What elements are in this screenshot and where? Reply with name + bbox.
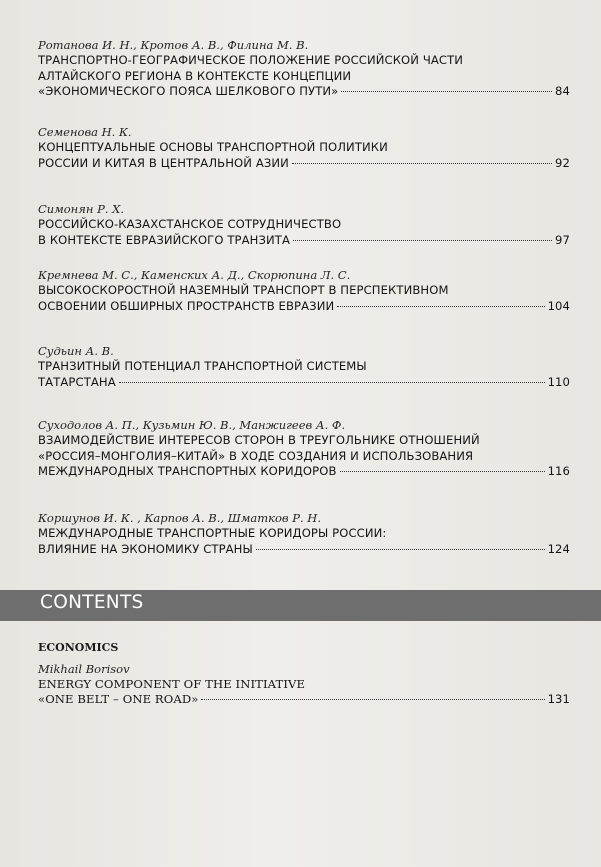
contents-band xyxy=(0,590,601,621)
entry-title xyxy=(38,140,570,171)
toc-entry xyxy=(38,662,570,707)
page-number: 110 xyxy=(547,374,570,389)
dot-leader xyxy=(201,699,544,700)
entry-title-line: ТАТАРСТАНА xyxy=(38,374,116,389)
entry-title-line: ВЛИЯНИЕ НА ЭКОНОМИКУ СТРАНЫ xyxy=(38,541,253,556)
toc-entry xyxy=(38,418,570,480)
entry-title-line: АЛТАЙСКОГО РЕГИОНА В КОНТЕКСТЕ КОНЦЕПЦИИ xyxy=(38,68,352,83)
entry-title-line: ENERGY COMPONENT OF THE INITIATIVE xyxy=(38,677,306,691)
entry-title-line: «ONE BELT – ONE ROAD» xyxy=(38,692,199,706)
entry-title-line: ТРАНЗИТНЫЙ ПОТЕНЦИАЛ ТРАНСПОРТНОЙ СИСТЕМЫ xyxy=(38,359,367,373)
dot-leader xyxy=(341,91,552,92)
entry-authors: Коршунов И. К. , Карпов А. В., Шматков Р. Н. xyxy=(38,511,321,525)
entry-title xyxy=(38,217,570,248)
entry-title-line: ВЫСОКОСКОРОСТНОЙ НАЗЕМНЫЙ ТРАНСПОРТ В ПЕРСПЕКТИВНОМ xyxy=(38,283,449,297)
entry-title-last-line xyxy=(38,299,570,315)
entry-title-last-line xyxy=(38,542,570,558)
entry-title xyxy=(38,526,570,557)
entry-title-last-line xyxy=(38,692,570,707)
entry-title xyxy=(38,359,570,390)
entry-title-line: МЕЖДУНАРОДНЫЕ ТРАНСПОРТНЫЕ КОРИДОРЫ РОССИИ: xyxy=(38,526,387,540)
entry-authors: Кремнева М. С., Каменских А. Д., Скорюпина Л. С. xyxy=(38,268,351,282)
entry-authors: Ротанова И. Н., Кротов А. В., Филина М. В. xyxy=(38,38,309,52)
page-number: 124 xyxy=(547,541,570,556)
page-number: 131 xyxy=(547,692,570,706)
entry-authors: Симонян Р. Х. xyxy=(38,202,124,216)
page-number: 97 xyxy=(555,232,570,247)
entry-title-last-line xyxy=(38,375,570,391)
page-number: 92 xyxy=(555,155,570,170)
dot-leader xyxy=(293,240,552,241)
entry-authors: Суходолов А. П., Кузьмин Ю. В., Манжигеев А. Ф. xyxy=(38,418,346,432)
entry-title xyxy=(38,433,570,480)
entry-title-line: В КОНТЕКСТЕ ЕВРАЗИЙСКОГО ТРАНЗИТА xyxy=(38,232,290,247)
dot-leader xyxy=(292,163,552,164)
entry-authors: Mikhail Borisov xyxy=(38,662,130,676)
entry-title xyxy=(38,677,570,707)
page-number: 116 xyxy=(547,464,570,478)
entry-authors: Судьин А. В. xyxy=(38,344,114,358)
entry-title-last-line xyxy=(38,233,570,249)
dot-leader xyxy=(256,549,545,550)
entry-title-line: РОССИЙСКО-КАЗАХСТАНСКОЕ СОТРУДНИЧЕСТВО xyxy=(38,217,342,231)
entry-title-line: МЕЖДУНАРОДНЫХ ТРАНСПОРТНЫХ КОРИДОРОВ xyxy=(38,464,337,478)
page-number: 104 xyxy=(547,298,570,313)
dot-leader xyxy=(340,471,545,472)
entry-title-line: РОССИИ И КИТАЯ В ЦЕНТРАЛЬНОЙ АЗИИ xyxy=(38,155,289,170)
entry-title-last-line xyxy=(38,464,570,480)
entry-title-line: ВЗАИМОДЕЙСТВИЕ ИНТЕРЕСОВ СТОРОН В ТРЕУГОЛЬНИКЕ ОТНОШЕНИЙ xyxy=(38,433,480,447)
dot-leader xyxy=(119,382,545,383)
page-number: 84 xyxy=(555,84,570,98)
entry-title-line: ТРАНСПОРТНО-ГЕОГРАФИЧЕСКОЕ ПОЛОЖЕНИЕ РОССИЙСКОЙ ЧАСТИ xyxy=(38,53,464,67)
entry-title xyxy=(38,283,570,314)
section-heading: ECONOMICS xyxy=(38,641,119,654)
toc-entry xyxy=(38,344,570,390)
toc-entry xyxy=(38,511,570,557)
toc-entry xyxy=(38,202,570,248)
entry-title xyxy=(38,53,570,100)
entry-title-line: «РОССИЯ–МОНГОЛИЯ–КИТАЙ» В ХОДЕ СОЗДАНИЯ И ИСПОЛЬЗОВАНИЯ xyxy=(38,448,474,463)
entry-title-last-line xyxy=(38,84,570,100)
toc-entry xyxy=(38,125,570,171)
toc-entry xyxy=(38,268,570,314)
entry-authors: Семенова Н. К. xyxy=(38,125,132,139)
contents-heading: CONTENTS xyxy=(40,592,144,613)
toc-entry xyxy=(38,38,570,100)
entry-title-last-line xyxy=(38,156,570,172)
entry-title-line: «ЭКОНОМИЧЕСКОГО ПОЯСА ШЕЛКОВОГО ПУТИ» xyxy=(38,84,339,98)
entry-title-line: ОСВОЕНИИ ОБШИРНЫХ ПРОСТРАНСТВ ЕВРАЗИИ xyxy=(38,298,335,313)
entry-title-line: КОНЦЕПТУАЛЬНЫЕ ОСНОВЫ ТРАНСПОРТНОЙ ПОЛИТИКИ xyxy=(38,140,388,154)
dot-leader xyxy=(337,306,544,307)
